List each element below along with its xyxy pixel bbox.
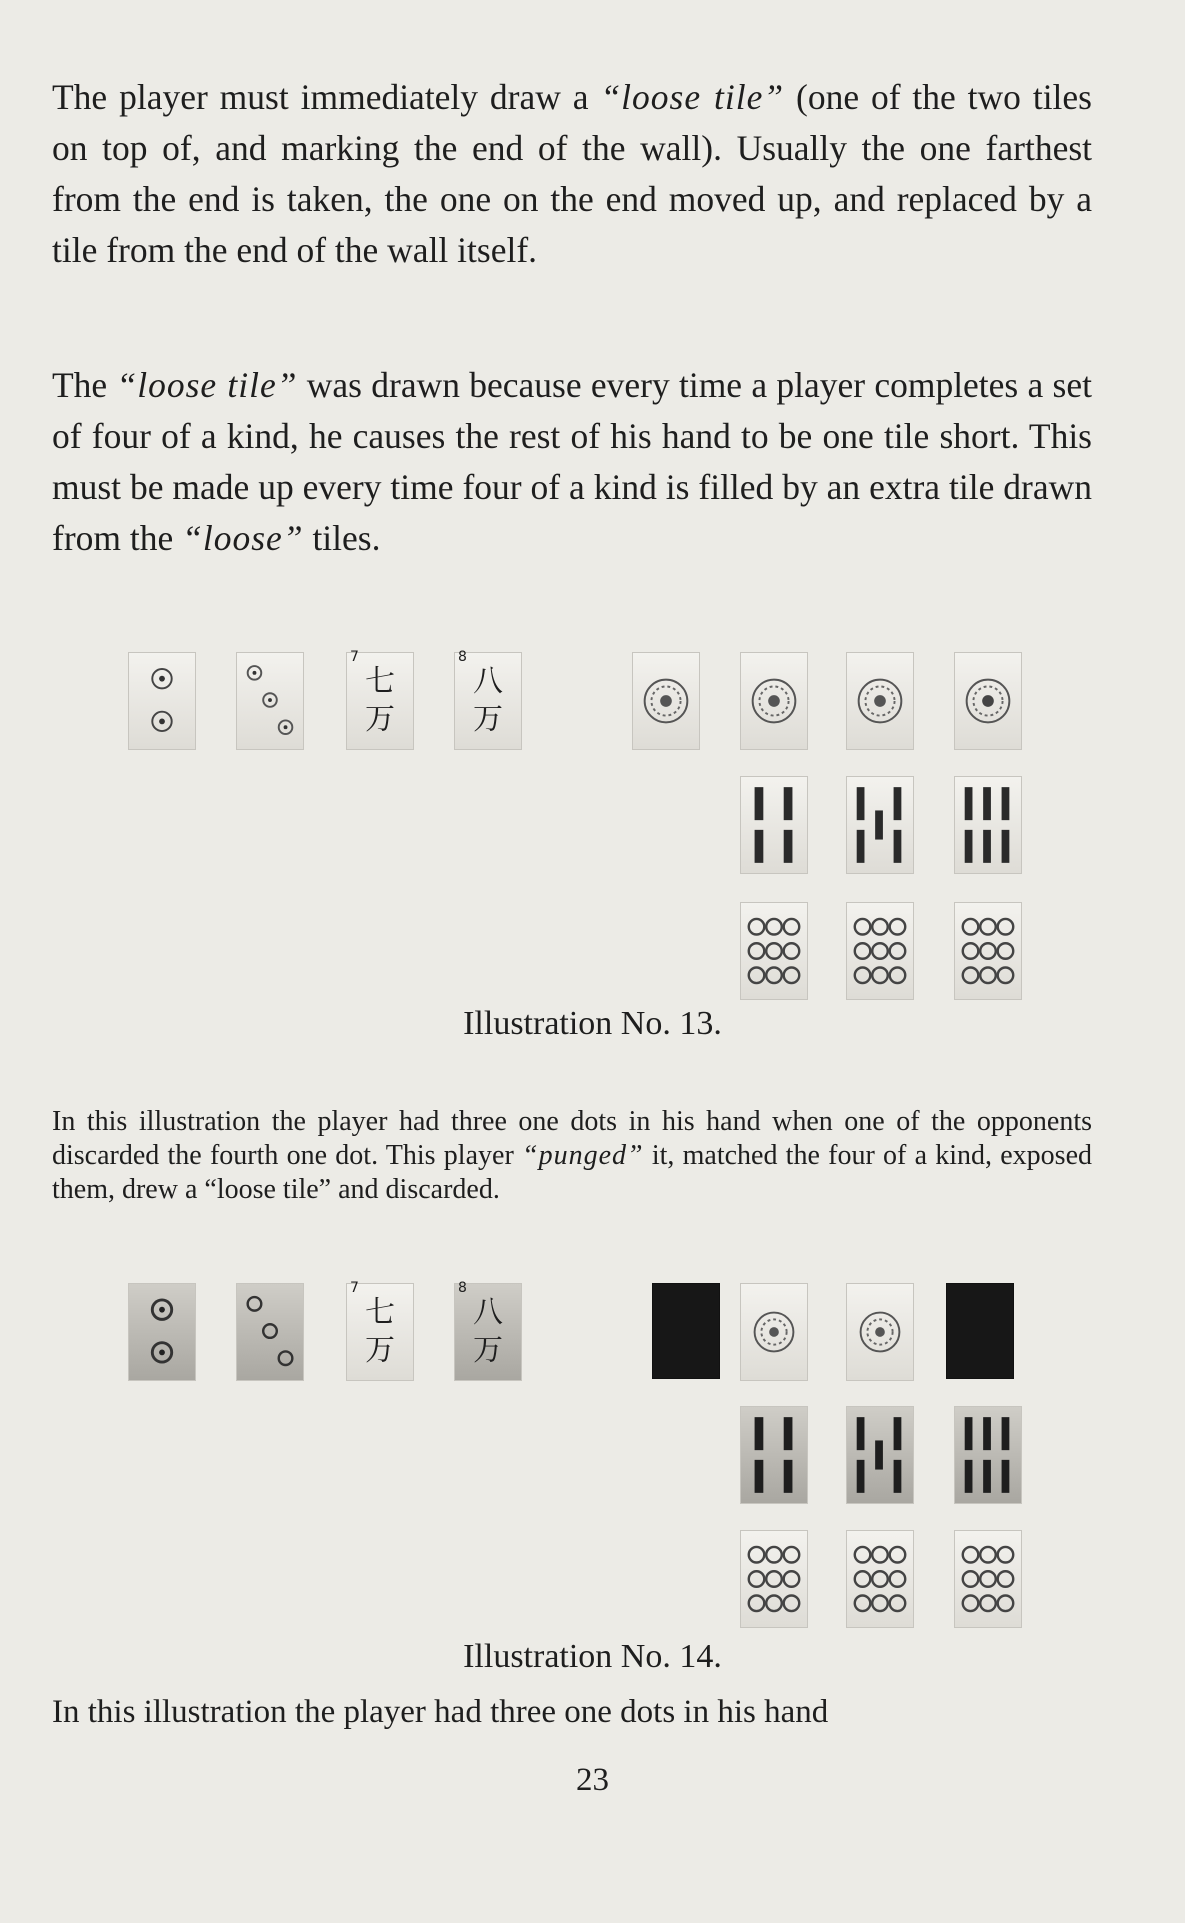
face-down-tile: [946, 1283, 1014, 1379]
one-dot-tile: [740, 652, 808, 750]
nine-dots-tile: [846, 902, 914, 1000]
four-bamboo-tile: [740, 776, 808, 874]
three-dots-tile: [236, 1283, 304, 1381]
nine-dots-tile: [740, 1530, 808, 1628]
page-number: 23: [576, 1762, 609, 1798]
caption-illustration-14: Illustration No. 14.: [463, 1638, 722, 1675]
face-down-tile: [652, 1283, 720, 1379]
three-dots-tile: [236, 652, 304, 750]
caption-illustration-13: Illustration No. 13.: [463, 1005, 722, 1042]
nine-dots-tile: [846, 1530, 914, 1628]
paragraph-loose-tile-reason: The “loose tile” was drawn because every time a player completes a set of four of a kind, he causes the rest of his hand to be one tile short. This must be made up every time four of a kind is filled by an extra tile drawn from the “loose” tiles.: [52, 365, 1092, 558]
one-dot-tile: [632, 652, 700, 750]
seven-characters-tile: 7 七 万: [346, 1283, 414, 1381]
eight-characters-tile: 8 八 万: [454, 1283, 522, 1381]
two-dots-tile: [128, 652, 196, 750]
paragraph-illustration-13-explanation: In this illustration the player had three one dots in his hand when one of the opponents discarded the fourth one dot. This player “punged” it, matched the four of a kind, exposed them, drew a “loose tile” and discarded.: [52, 1106, 1092, 1205]
five-bamboo-tile: [846, 776, 914, 874]
one-dot-tile: [846, 1283, 914, 1381]
nine-dots-tile: [954, 1530, 1022, 1628]
six-bamboo-tile: [954, 776, 1022, 874]
nine-dots-tile: [740, 902, 808, 1000]
six-bamboo-tile: [954, 1406, 1022, 1504]
one-dot-tile: [740, 1283, 808, 1381]
eight-characters-tile: 8 八 万: [454, 652, 522, 750]
nine-dots-tile: [954, 902, 1022, 1000]
five-bamboo-tile: [846, 1406, 914, 1504]
two-dots-tile: [128, 1283, 196, 1381]
paragraph-loose-tile-draw: The player must immediately draw a “loose tile” (one of the two tiles on top of, and marking the end of the wall). Usually the one farthest from the end is taken, the one on the end moved up, and replaced by a tile from the end of the wall itself.: [52, 77, 1092, 270]
one-dot-tile: [846, 652, 914, 750]
one-dot-tile: [954, 652, 1022, 750]
paragraph-illustration-14-explanation: In this illustration the player had three one dots in his hand: [52, 1694, 829, 1730]
seven-characters-tile: 7 七 万: [346, 652, 414, 750]
four-bamboo-tile: [740, 1406, 808, 1504]
